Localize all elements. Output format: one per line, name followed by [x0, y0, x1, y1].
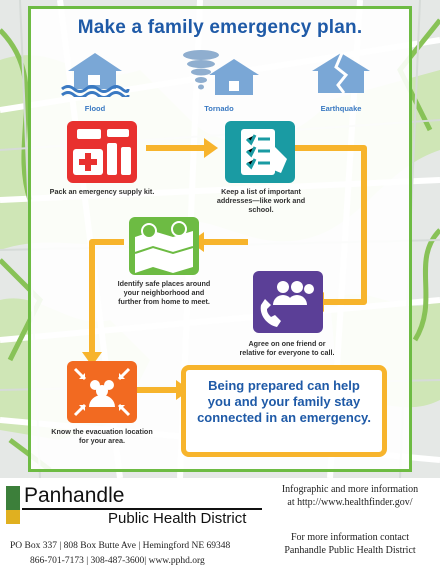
supply-kit-tile: [67, 121, 137, 183]
phone-group-tile: [253, 271, 323, 333]
callout-message: Being prepared can help you and your family stay connected in an emergency.: [181, 365, 387, 457]
info-line-1: Infographic and more information: [281, 484, 419, 495]
contact-line-2: Panhandle Public Health District: [284, 544, 416, 556]
org-address: PO Box 337 | 808 Box Butte Ave | Hemingford NE 69348: [10, 541, 231, 551]
org-name: Panhandle: [24, 484, 125, 507]
step-evacuation: Know the evacuation location for your area.: [51, 427, 153, 445]
step-safe-places: Identify safe places around your neighborhood and further from home to meet.: [117, 279, 211, 306]
evacuation-tile: [67, 361, 137, 423]
org-subtitle: Public Health District: [108, 510, 247, 527]
map-pins-icon: [129, 217, 199, 275]
contact-line-1: For more information contact: [290, 532, 410, 543]
poster-title: Make a family emergency plan.: [77, 17, 363, 38]
info-source: [262, 484, 438, 509]
disaster-label: Flood: [84, 104, 106, 113]
phone-group-icon: [253, 271, 323, 333]
disaster-label: Earthquake: [320, 104, 362, 113]
step-contact-person: Agree on one friend or relative for everyone to call.: [239, 339, 335, 357]
infographic-panel: [28, 6, 412, 472]
checklist-icon: [225, 121, 295, 183]
contact-info: [262, 532, 438, 557]
map-pins-tile: [129, 217, 199, 275]
evacuation-group-icon: [67, 361, 137, 423]
step-addresses: Keep a list of important addresses—like work and school.: [216, 187, 306, 214]
checklist-tile: [225, 121, 295, 183]
disaster-label: Tornado: [204, 104, 234, 113]
supply-kit-icon: [67, 121, 137, 183]
info-line-2: at http://www.healthfinder.gov/: [287, 496, 413, 508]
step-supply-kit: Pack an emergency supply kit.: [49, 187, 155, 196]
org-phones: 866-701-7173 | 308-487-3600| www.pphd.org: [30, 556, 205, 566]
